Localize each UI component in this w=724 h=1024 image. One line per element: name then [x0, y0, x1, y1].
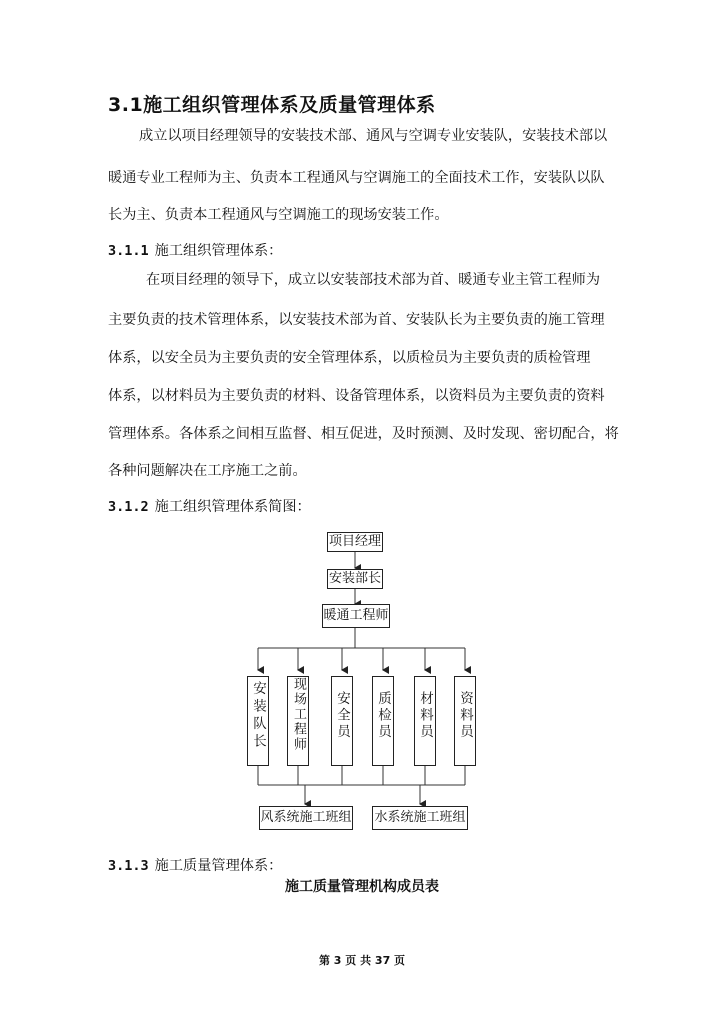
- subsection-number: 3.1.1: [108, 243, 149, 259]
- char: 材料员: [417, 691, 433, 741]
- org-node-quality-inspector: [372, 676, 394, 766]
- intro-line-2: 暖通专业工程师为主、负责本工程通风与空调施工的全面技术工作，安装队以队: [108, 170, 605, 186]
- org-node-document-officer: [454, 676, 476, 766]
- body-line-2: 主要负责的技术管理体系，以安装技术部为首、安装队长为主要负责的施工管理: [108, 312, 605, 328]
- org-node-project-manager: 项目经理: [327, 532, 383, 552]
- body-line-5: 管理体系。各体系之间相互监督、相互促进，及时预测、及时发现、密切配合，将: [108, 426, 619, 442]
- body-line-6: 各种问题解决在工序施工之前。: [108, 463, 307, 479]
- char: 现场工程师: [291, 677, 306, 752]
- body-line-3: 体系，以安全员为主要负责的安全管理体系，以质检员为主要负责的质检管理: [108, 350, 591, 366]
- table-title: 施工质量管理机构成员表: [285, 879, 439, 895]
- char: 安全员: [334, 691, 350, 741]
- org-node-hvac-engineer: 暖通工程师: [322, 604, 390, 628]
- org-node-site-engineer: [287, 676, 309, 766]
- body-line-1: 在项目经理的领导下，成立以安装部技术部为首、暖通专业主管工程师为: [146, 272, 601, 288]
- intro-line-3: 长为主、负责本工程通风与空调施工的现场安装工作。: [108, 207, 449, 223]
- subsection-3-1-3: [108, 855, 282, 875]
- intro-line-1: 成立以项目经理领导的安装技术部、通风与空调专业安装队，安装技术部以: [139, 128, 608, 144]
- section-heading: 3.1施工组织管理体系及质量管理体系: [108, 94, 436, 116]
- org-node-team-leader: [247, 676, 269, 766]
- org-node-installation-chief: 安装部长: [327, 569, 383, 589]
- char: 资料员: [457, 691, 473, 741]
- subsection-title: 施工组织管理体系简图：: [154, 499, 311, 515]
- org-node-material-officer: [414, 676, 436, 766]
- subsection-title: 施工质量管理体系：: [154, 858, 283, 874]
- subsection-number: 3.1.2: [108, 499, 149, 515]
- subsection-number: 3.1.3: [108, 858, 149, 874]
- body-line-4: 体系，以材料员为主要负责的材料、设备管理体系，以资料员为主要负责的资料: [108, 388, 605, 404]
- org-node-safety-officer: [331, 676, 353, 766]
- char: 质检员: [375, 691, 391, 741]
- org-node-water-team: 水系统施工班组: [372, 806, 468, 830]
- char: 安装队长: [250, 681, 266, 751]
- subsection-title: 施工组织管理体系：: [154, 243, 283, 259]
- org-node-air-team: 风系统施工班组: [259, 806, 353, 830]
- page-footer: 第 3 页 共 37 页: [318, 954, 406, 967]
